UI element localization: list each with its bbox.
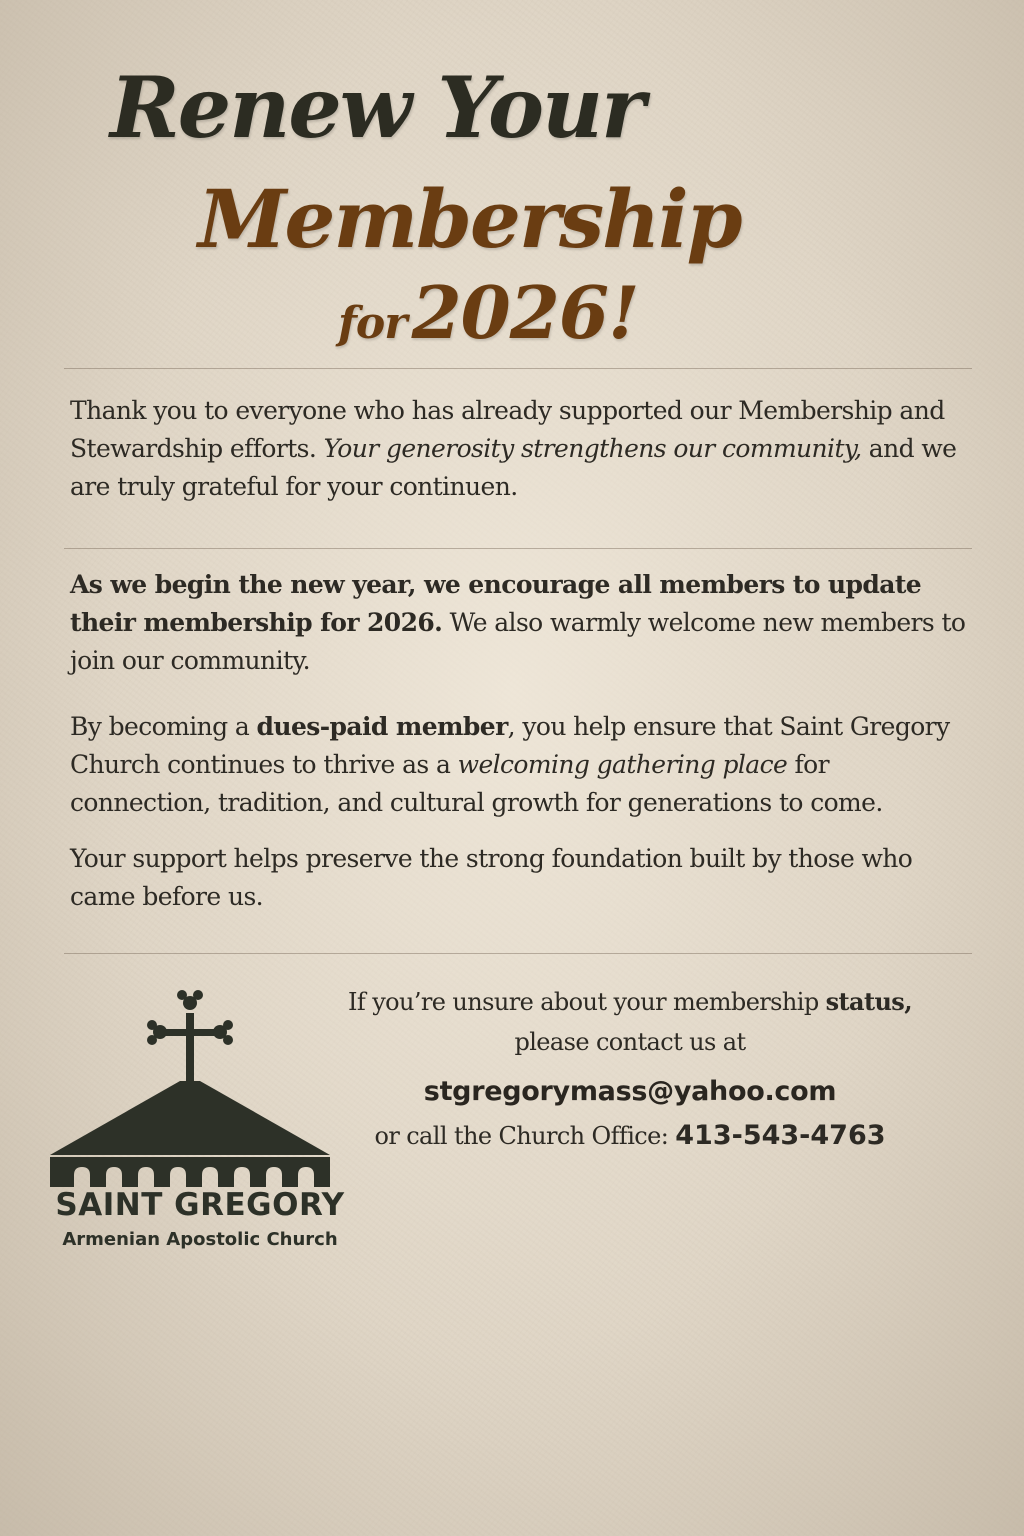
contact-line-1 xyxy=(300,982,960,1022)
title-line-1: Renew Your xyxy=(110,58,644,157)
church-name: SAINT GREGORY xyxy=(55,1187,345,1223)
new-year-paragraph xyxy=(70,566,970,680)
contact-phone[interactable]: 413-543-4763 xyxy=(675,1120,886,1151)
update-membership-bold: As we begin the new year, we encourage all members to update their membership for 2026. xyxy=(70,570,922,637)
divider-bottom xyxy=(64,953,972,954)
title-line-2: Membership xyxy=(198,172,741,266)
thrive-text: , you help ensure that Saint Gregory Church continues to thrive as a xyxy=(70,712,950,779)
contact-phone-line xyxy=(300,1114,960,1158)
title-line-3 xyxy=(338,270,639,355)
status-bold: status, xyxy=(825,987,912,1016)
dues-paid-bold: dues-paid member xyxy=(256,712,508,741)
phone-label: or call the Church Office: xyxy=(374,1122,676,1150)
support-paragraph xyxy=(70,840,970,916)
welcome-text: We also warmly welcome new members to join our community. xyxy=(70,608,966,675)
title-year: 2026! xyxy=(411,270,639,355)
dues-paragraph xyxy=(70,708,970,822)
divider-middle xyxy=(64,548,972,549)
contact-email[interactable]: stgregorymass@yahoo.com xyxy=(423,1076,837,1107)
connection-text: for connection, tradition, and cultural growth for generations to come. xyxy=(70,750,883,817)
church-subtitle: Armenian Apostolic Church xyxy=(62,1229,338,1250)
thank-you-paragraph xyxy=(70,392,970,506)
gathering-place-italic: welcoming gathering place xyxy=(457,750,788,779)
support-text: Your support helps preserve the strong foundation built by those who came before us. xyxy=(70,844,913,911)
grateful-text: and we are truly grateful for your continuen. xyxy=(70,434,957,501)
flyer-title xyxy=(0,50,1024,355)
contact-block xyxy=(300,982,960,1158)
contact-line-2: please contact us at xyxy=(514,1028,746,1056)
generosity-italic: Your generosity strengthens our community, xyxy=(323,434,862,463)
thank-you-text: Thank you to everyone who has already supported our Membership and Stewardship efforts. xyxy=(70,396,945,463)
unsure-text: If you’re unsure about your membership xyxy=(348,988,826,1016)
dues-intro-text: By becoming a xyxy=(70,712,257,741)
title-for: for xyxy=(338,298,407,349)
divider-top xyxy=(64,368,972,369)
